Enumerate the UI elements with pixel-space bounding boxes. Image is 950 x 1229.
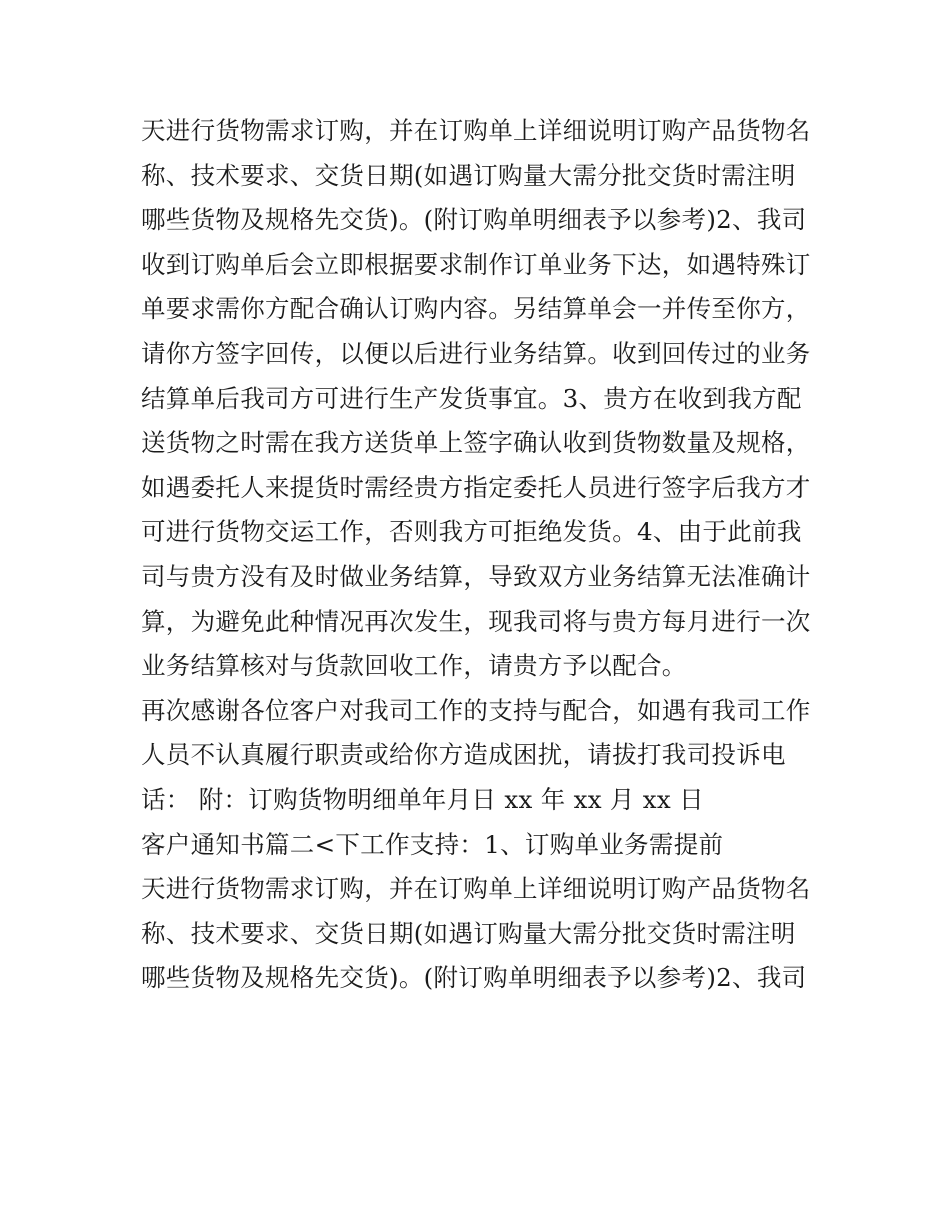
text-line: 客户通知书篇二<下工作支持：1、订购单业务需提前 xyxy=(141,829,724,859)
text-line: 人员不认真履行职责或给你方造成困扰，请拔打我司投诉电 xyxy=(141,740,786,770)
text-line: 业务结算核对与货款回收工作，请贵方予以配合。 xyxy=(141,651,687,681)
body-text xyxy=(141,109,821,1001)
text-line: 收到订购单后会立即根据要求制作订单业务下达，如遇特殊订 xyxy=(141,249,811,279)
text-line: 哪些货物及规格先交货)。(附订购单明细表予以参考)2、我司 xyxy=(141,963,807,993)
text-line: 可进行货物交运工作，否则我方可拒绝发货。4、由于此前我 xyxy=(141,517,802,547)
text-line: 请你方签字回传，以便以后进行业务结算。收到回传过的业务 xyxy=(141,338,811,368)
text-line: 司与贵方没有及时做业务结算，导致双方业务结算无法准确计 xyxy=(141,561,811,591)
text-line: 如遇委托人来提货时需经贵方指定委托人员进行签字后我方才 xyxy=(141,472,811,502)
text-line: 天进行货物需求订购，并在订购单上详细说明订购产品货物名 xyxy=(141,874,811,904)
text-line: 算，为避免此种情况再次发生，现我司将与贵方每月进行一次 xyxy=(141,606,811,636)
text-line: 再次感谢各位客户对我司工作的支持与配合，如遇有我司工作 xyxy=(141,695,811,725)
text-line: 哪些货物及规格先交货)。(附订购单明细表予以参考)2、我司 xyxy=(141,205,807,235)
text-line: 单要求需你方配合确认订购内容。另结算单会一并传至你方， xyxy=(141,294,811,324)
text-line: 称、技术要求、交货日期(如遇订购量大需分批交货时需注明 xyxy=(141,160,796,190)
text-line: 话： 附：订购货物明细单年月日 xx 年 xx 月 xx 日 xyxy=(141,784,704,814)
text-line: 称、技术要求、交货日期(如遇订购量大需分批交货时需注明 xyxy=(141,918,796,948)
text-line: 送货物之时需在我方送货单上签字确认收到货物数量及规格， xyxy=(141,428,811,458)
text-line: 天进行货物需求订购，并在订购单上详细说明订购产品货物名 xyxy=(141,116,811,145)
text-line: 结算单后我司方可进行生产发货事宜。3、贵方在收到我方配 xyxy=(141,383,802,413)
